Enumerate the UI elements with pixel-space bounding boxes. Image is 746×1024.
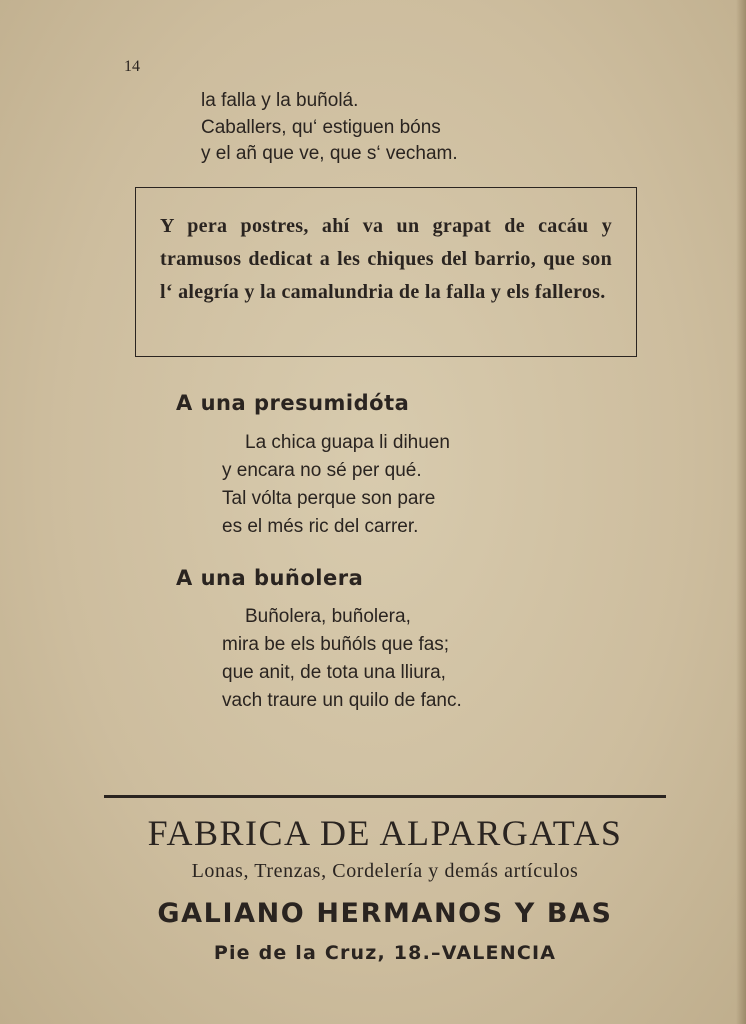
poem-verse bbox=[222, 429, 450, 541]
verse-line: la falla y la buñolá. bbox=[201, 90, 359, 111]
boxed-note-text: Y pera postres, ahí va un grapat de cacáu y tramusos dedicat a les chiques del barrio, que son l‘ alegría y la camalundria de la falla y els falleros. bbox=[160, 215, 612, 303]
verse-line: vach traure un quilo de fanc. bbox=[222, 690, 462, 711]
verse-line: que anit, de tota una lliura, bbox=[222, 662, 446, 683]
page-number: 14 bbox=[124, 58, 140, 75]
advertisement-headline: FABRICA DE ALPARGATAS bbox=[147, 813, 623, 853]
intro-verse bbox=[201, 88, 458, 168]
advertisement-products: Lonas, Trenzas, Cordelería y demás artículos bbox=[191, 860, 579, 882]
advertisement-divider bbox=[104, 795, 666, 798]
verse-line: Tal vólta perque son pare bbox=[222, 488, 436, 509]
poem-title: A una presumidóta bbox=[176, 391, 410, 415]
verse-line: mira be els buñóls que fas; bbox=[222, 634, 450, 655]
verse-line: es el més ric del carrer. bbox=[222, 516, 419, 537]
verse-line: La chica guapa li dihuen bbox=[245, 432, 450, 453]
boxed-note bbox=[135, 187, 637, 357]
advertisement-company: GALIANO HERMANOS Y BAS bbox=[157, 898, 613, 929]
verse-line: Caballers, qu‘ estiguen bóns bbox=[201, 116, 441, 138]
verse-line: y encara no sé per qué. bbox=[222, 460, 422, 481]
verse-line: y el añ que ve, que s‘ vecham. bbox=[201, 143, 458, 164]
verse-line: Buñolera, buñolera, bbox=[245, 606, 411, 627]
poem-verse bbox=[222, 603, 462, 715]
poem-title: A una buñolera bbox=[176, 566, 364, 590]
advertisement-address: Pie de la Cruz, 18.–VALENCIA bbox=[213, 942, 557, 964]
page-edge-shadow bbox=[736, 0, 746, 1024]
